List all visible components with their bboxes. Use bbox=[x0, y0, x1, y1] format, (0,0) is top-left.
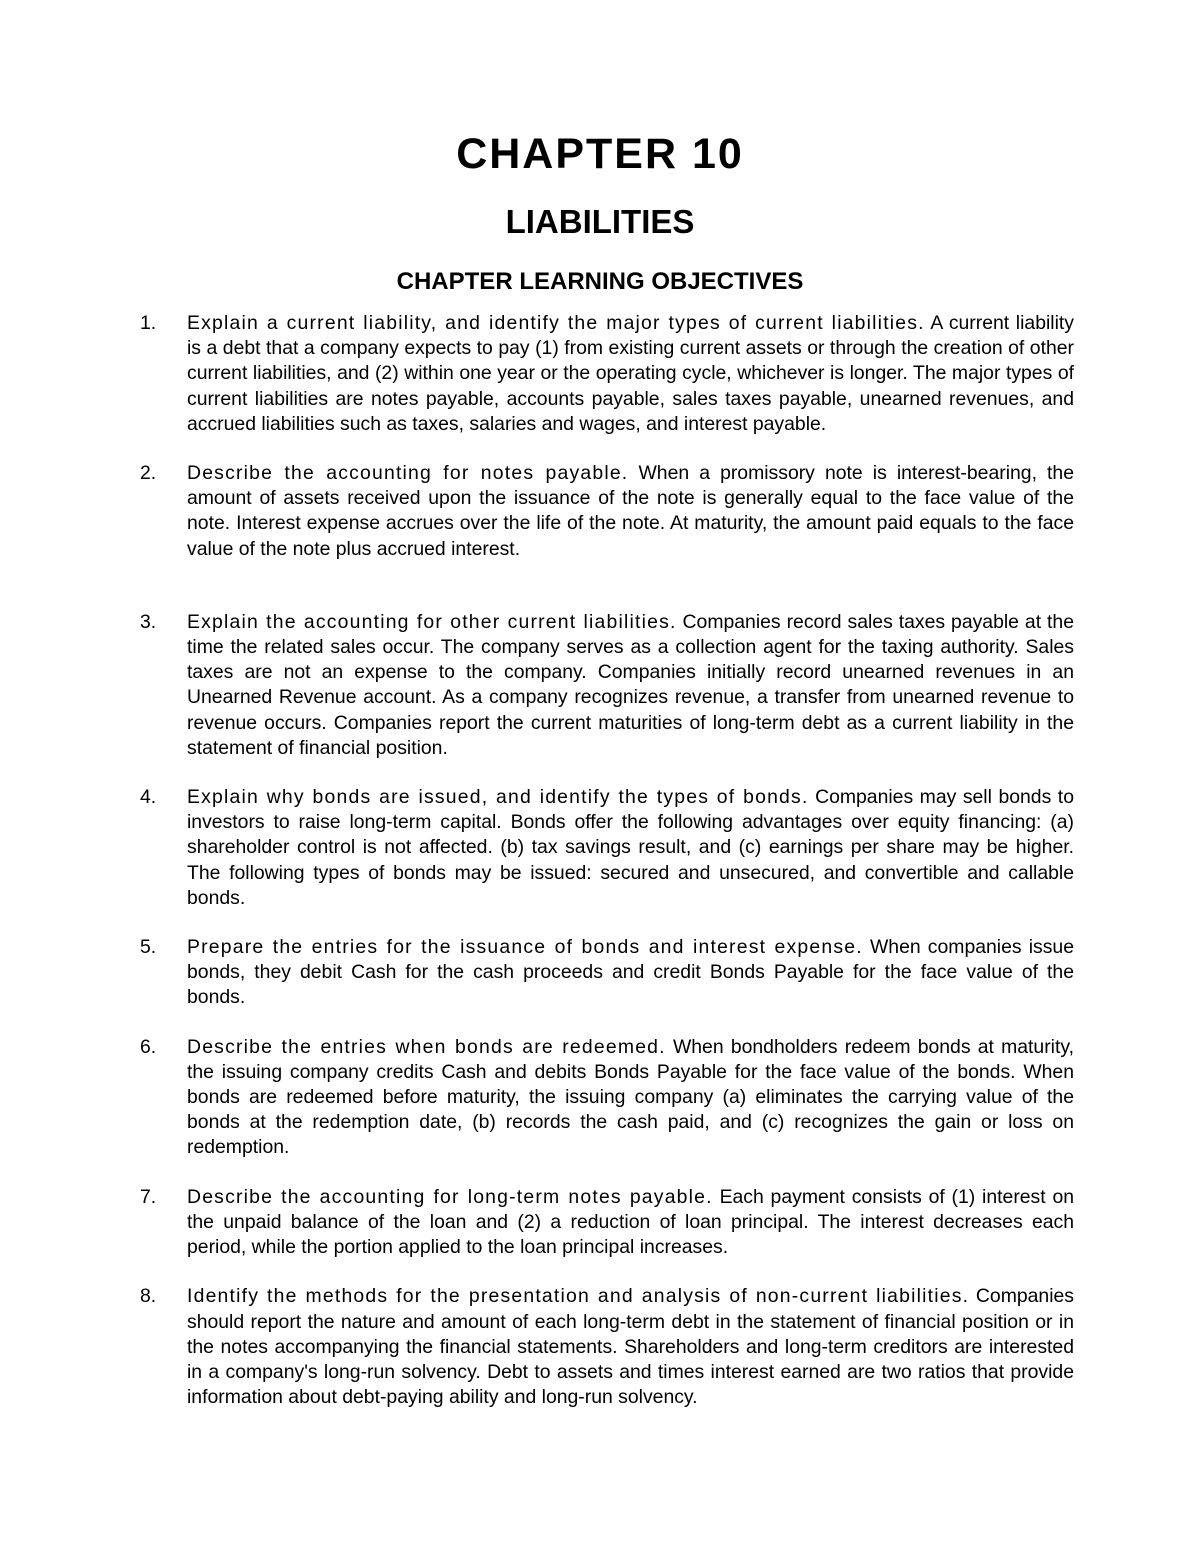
objective-body bbox=[187, 311, 1074, 437]
learning-objectives-list bbox=[140, 311, 1074, 1410]
objective-body bbox=[187, 785, 1074, 911]
objective-lead: Explain the accounting for other current liabilities. bbox=[187, 610, 677, 633]
objective-text: When companies issue bonds, they debit Cash for the cash proceeds and credit Bonds Payable for the face value of the bonds. bbox=[187, 936, 1075, 1009]
objective-body bbox=[187, 1284, 1074, 1410]
objective-text: Each payment consists of (1) interest on the unpaid balance of the loan and (2) a reduction of loan principal. The interest decreases each period, while the portion applied to the loan principal increases. bbox=[187, 1185, 1075, 1259]
objective-item-5 bbox=[140, 935, 1074, 1011]
objective-number: 4. bbox=[140, 786, 157, 809]
objective-item-3 bbox=[140, 610, 1074, 761]
objective-text: When a promissory note is interest-bearing, the amount of assets received upon the issuance of the note is generally equal to the face value of the note. Interest expense accrues over the life of the note. At maturity, the amount paid equals to the face value of the note plus accrued interest. bbox=[187, 462, 1074, 560]
objective-number: 3. bbox=[140, 610, 157, 633]
objective-item-2 bbox=[140, 461, 1074, 562]
objective-body bbox=[187, 1035, 1074, 1161]
objective-lead: Describe the accounting for long-term notes payable. bbox=[187, 1185, 713, 1208]
objective-body bbox=[187, 461, 1074, 562]
objective-text: When bondholders redeem bonds at maturity, the issuing company credits Cash and debits Bonds Payable for the face value of the bonds. When bonds are redeemed before maturity, the issuing company (a) eliminates the carrying value of the bonds at the redemption date, (b) records the cash paid, and (c) recognizes the gain or loss on redemption. bbox=[187, 1035, 1074, 1159]
objective-item-1 bbox=[140, 311, 1074, 437]
objective-number: 5. bbox=[140, 936, 157, 959]
objective-lead: Explain why bonds are issued, and identify the types of bonds. bbox=[187, 786, 809, 809]
chapter-title: LIABILITIES bbox=[505, 203, 695, 240]
objective-lead: Describe the entries when bonds are redeemed. bbox=[187, 1035, 666, 1058]
objective-item-6 bbox=[140, 1035, 1074, 1161]
objective-text: Companies record sales taxes payable at the time the related sales occur. The company serves as a collection agent for the taxing authority. Sales taxes are not an expense to the company. Companies initially record unearned revenues in an Unearned Revenue account. As a company recognizes revenue, a transfer from unearned revenue to revenue occurs. Companies report the current maturities of long-term debt as a current liability in the statement of financial position. bbox=[187, 610, 1075, 759]
objective-body bbox=[187, 935, 1074, 1011]
objective-number: 2. bbox=[140, 462, 157, 485]
section-heading: CHAPTER LEARNING OBJECTIVES bbox=[396, 268, 804, 295]
objective-item-4 bbox=[140, 785, 1074, 911]
objective-number: 6. bbox=[140, 1035, 157, 1058]
objective-number: 1. bbox=[140, 312, 157, 334]
objective-lead: Identify the methods for the presentation and analysis of non-current liabilities. bbox=[187, 1285, 970, 1308]
chapter-number: CHAPTER 10 bbox=[456, 130, 744, 178]
objective-text: Companies should report the nature and amount of each long-term debt in the statement of financial position or in the notes accompanying the financial statements. Shareholders and long-term creditors are interested in a company's long-run solvency. Debt to assets and times interest earned are two ratios that provide information about debt-paying ability and long-run solvency. bbox=[187, 1285, 1075, 1409]
objective-item-7 bbox=[140, 1185, 1074, 1261]
objective-lead: Explain a current liability, and identify the major types of current liabilities. bbox=[187, 312, 925, 334]
objective-number: 7. bbox=[140, 1185, 157, 1208]
objective-text: Companies may sell bonds to investors to raise long-term capital. Bonds offer the following advantages over equity financing: (a) shareholder control is not affected. (b) tax savings result, and (c) earnings per share may be higher. The following types of bonds may be issued: secured and unsecured, and convertible and callable bonds. bbox=[187, 786, 1074, 909]
objective-body bbox=[187, 1185, 1074, 1261]
objective-number: 8. bbox=[140, 1285, 157, 1308]
objective-text: A current liability is a debt that a company expects to pay (1) from existing current assets or through the creation of other current liabilities, and (2) within one year or the operating cycle, whichever is longer. The major types of current liabilities are notes payable, accounts payable, sales taxes payable, unearned revenues, and accrued liabilities such as taxes, salaries and wages, and interest payable. bbox=[187, 312, 1074, 435]
objective-lead: Describe the accounting for notes payable. bbox=[187, 462, 629, 485]
objective-body bbox=[187, 610, 1074, 761]
objective-lead: Prepare the entries for the issuance of bonds and interest expense. bbox=[187, 936, 863, 959]
objective-item-8 bbox=[140, 1284, 1074, 1410]
